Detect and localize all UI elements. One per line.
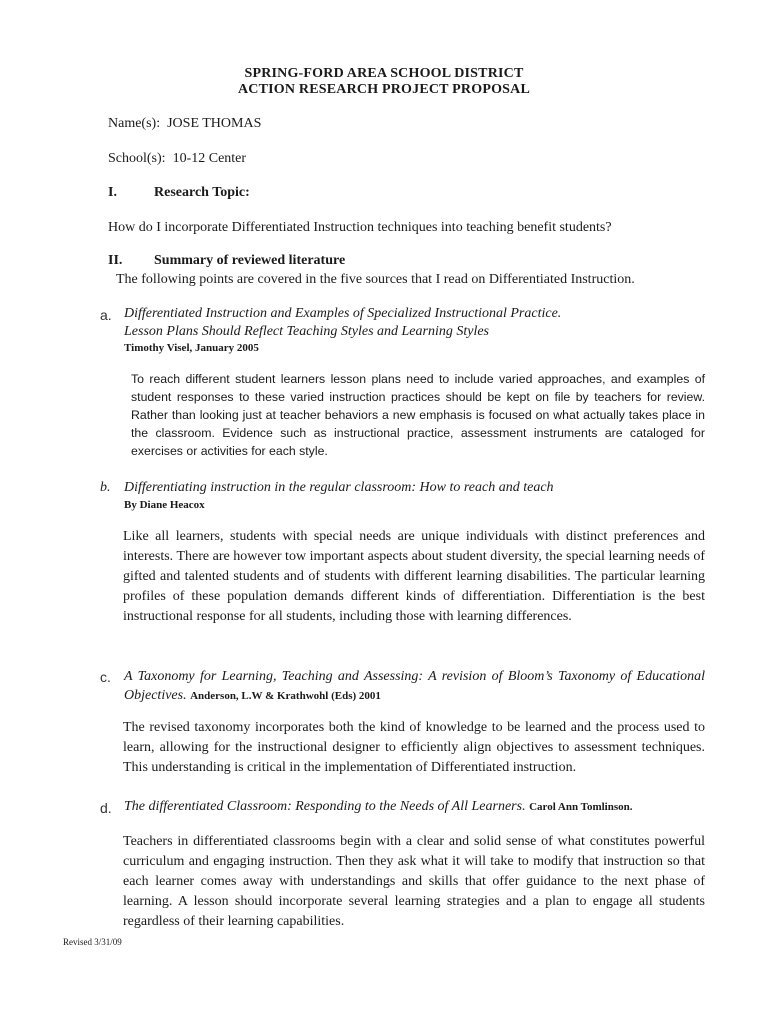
reference-letter: c. [100, 669, 111, 685]
section-literature-summary [108, 253, 345, 269]
reference-title: Differentiating instruction in the regular classroom: How to reach and teach [124, 480, 554, 495]
reference-title [124, 667, 705, 706]
reference-author: By Diane Heacox [124, 499, 205, 511]
section-heading: Research Topic: [154, 185, 250, 200]
reference-summary: Teachers in differentiated classrooms begin with a clear and solid sense of what constitutes powerful curriculum and engaging instruction. Then they ask what it will take to modify that instruction so that each learner comes away with understandings and skills that offer guidance to the next phase of learning. A lesson should incorporate several learning strategies and a plan to engage all students regardless of their learning capabilities. [123, 834, 705, 929]
district-title: SPRING-FORD AREA SCHOOL DISTRICT [244, 66, 524, 81]
school-value: 10-12 Center [172, 151, 247, 166]
section-number: I. [108, 185, 117, 200]
proposal-title: ACTION RESEARCH PROJECT PROPOSAL [237, 82, 530, 97]
reference-author: Timothy Visel, January 2005 [124, 342, 259, 354]
reference-title-text: The differentiated Classroom: Responding to the Needs of All Learners. [124, 799, 526, 814]
reference-summary: The revised taxonomy incorporates both the kind of knowledge to be learned and the process used to learn, allowing for the instructional designer to efficiently align objectives to assessment techniques. This understanding is critical in the implementation of Differentiated instruction. [123, 720, 705, 775]
reference-title [124, 799, 633, 815]
names-label: Name(s): [108, 116, 161, 131]
reference-letter: d. [100, 800, 112, 816]
reference-title-line2: Lesson Plans Should Reflect Teaching Styles and Learning Styles [124, 324, 490, 339]
reference-author: Anderson, L.W & Krathwohl (Eds) 2001 [190, 690, 381, 702]
research-question: How do I incorporate Differentiated Instruction techniques into teaching benefit students? [108, 220, 612, 235]
section-research-topic [108, 185, 250, 201]
reference-letter: b. [100, 480, 111, 495]
reference-author: Carol Ann Tomlinson [529, 801, 630, 813]
names-field [108, 116, 261, 132]
reference-title: Differentiated Instruction and Examples of Specialized Instructional Practice. [124, 306, 562, 321]
section-heading: Summary of reviewed literature [154, 253, 346, 268]
revision-footer: Revised 3/31/09 [63, 937, 122, 947]
school-label: School(s): [108, 151, 166, 166]
literature-intro: The following points are covered in the five sources that I read on Differentiated Instruction. [116, 272, 635, 287]
section-number: II. [108, 253, 123, 268]
names-value: JOSE THOMAS [167, 116, 262, 131]
school-field [108, 151, 246, 167]
reference-summary: Like all learners, students with special needs are unique individuals with distinct preferences and interests. There are however tow important aspects about student diversity, the special learning needs of gifted and talented students and of students with different learning disabilities. The particular learning profiles of these population demands different kinds of differentiation. Differentiation is the best instructional response for all students, including those with learning differences. [123, 529, 705, 624]
reference-title-text: A Taxonomy for Learning, Teaching and Assessing: A revision of Bloom’s Taxonomy of Educational Objectives. [124, 669, 705, 703]
reference-letter: a. [100, 307, 112, 323]
reference-author-suffix: . [629, 801, 633, 813]
reference-summary: To reach different student learners lesson plans need to include varied approaches, and examples of student responses to these varied instruction practices should be kept on file by teachers for review. Rather than looking just at teacher behaviors a new emphasis is focused on what actually takes place in the classroom. Evidence such as instructional practice, assessment instruments are cataloged for exercises or activities for each style. [131, 372, 705, 458]
